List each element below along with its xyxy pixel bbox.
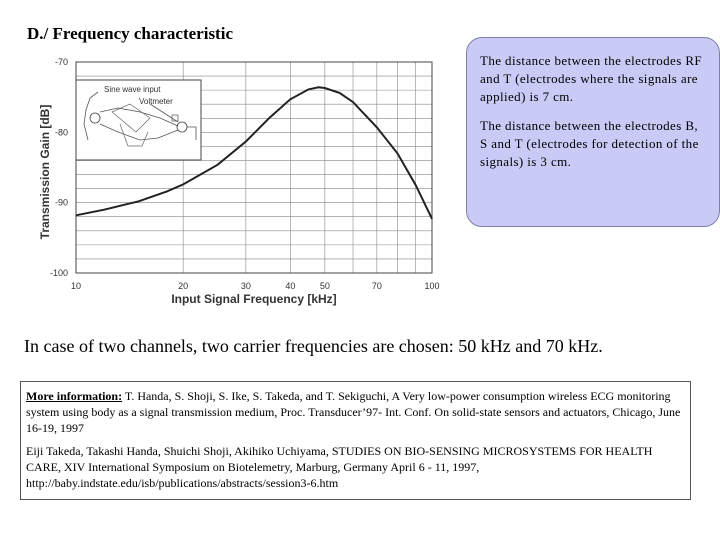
reference-2: Eiji Takeda, Takashi Handa, Shuichi Shoji, Akihiko Uchiyama, STUDIES ON BIO-SENSING MICROSYSTEMS FOR HEALTH CARE, XIV International Symposium on Biotelemetry, Marburg, Germany April 6 - 11, 1997, http://baby.indstate.edu/isb/publications/abstracts/session3-6.htm [26, 444, 653, 490]
x-tick-label: 50 [319, 281, 330, 291]
x-tick-label: 70 [371, 281, 382, 291]
more-info-label: More information: [26, 389, 123, 403]
x-tick-label: 100 [424, 281, 440, 291]
electrode-distance-note [466, 37, 720, 227]
reference-1 [26, 388, 682, 436]
y-tick-labels [50, 57, 68, 278]
x-tick-labels [71, 281, 440, 291]
x-tick-label: 20 [178, 281, 189, 291]
x-axis-label: Input Signal Frequency [kHz] [171, 292, 337, 306]
reference-1-text: T. Handa, S. Shoji, S. Ike, S. Takeda, and T. Sekiguchi, A Very low-power consumption wireless ECG monitoring system using body as a signal transmission medium, Proc. Transducer’97- Int. Conf. On solid-state sensors and actuators, Chicago, June 16-19, 1997 [26, 389, 681, 435]
x-tick-label: 10 [70, 281, 82, 291]
carrier-frequency-caption: In case of two channels, two carrier frequencies are chosen: 50 kHz and 70 kHz. [24, 336, 603, 356]
y-tick-label: -70 [54, 57, 68, 67]
page-title: D./ Frequency characteristic [27, 24, 233, 43]
inset-label-sine: Sine wave input [104, 85, 161, 94]
measurement-setup-inset [76, 80, 201, 160]
y-tick-label: -80 [54, 127, 68, 138]
x-tick-label: 40 [285, 281, 296, 291]
y-tick-label: -90 [54, 197, 68, 208]
y-axis-label: Transmission Gain [dB] [38, 104, 52, 240]
note-electrodes-rf-t: The distance between the electrodes RF and T (electrodes where the signals are applied) is 7 cm. [480, 53, 703, 104]
frequency-chart [0, 0, 460, 320]
x-tick-label: 30 [240, 281, 251, 291]
inset-label-voltmeter: Voltmeter [139, 97, 173, 106]
y-tick-label: -100 [49, 268, 68, 278]
note-electrodes-b-s-t: The distance between the electrodes B, S and T (electrodes for detection of the signals) is 3 cm. [480, 118, 699, 169]
references-box [20, 381, 691, 500]
